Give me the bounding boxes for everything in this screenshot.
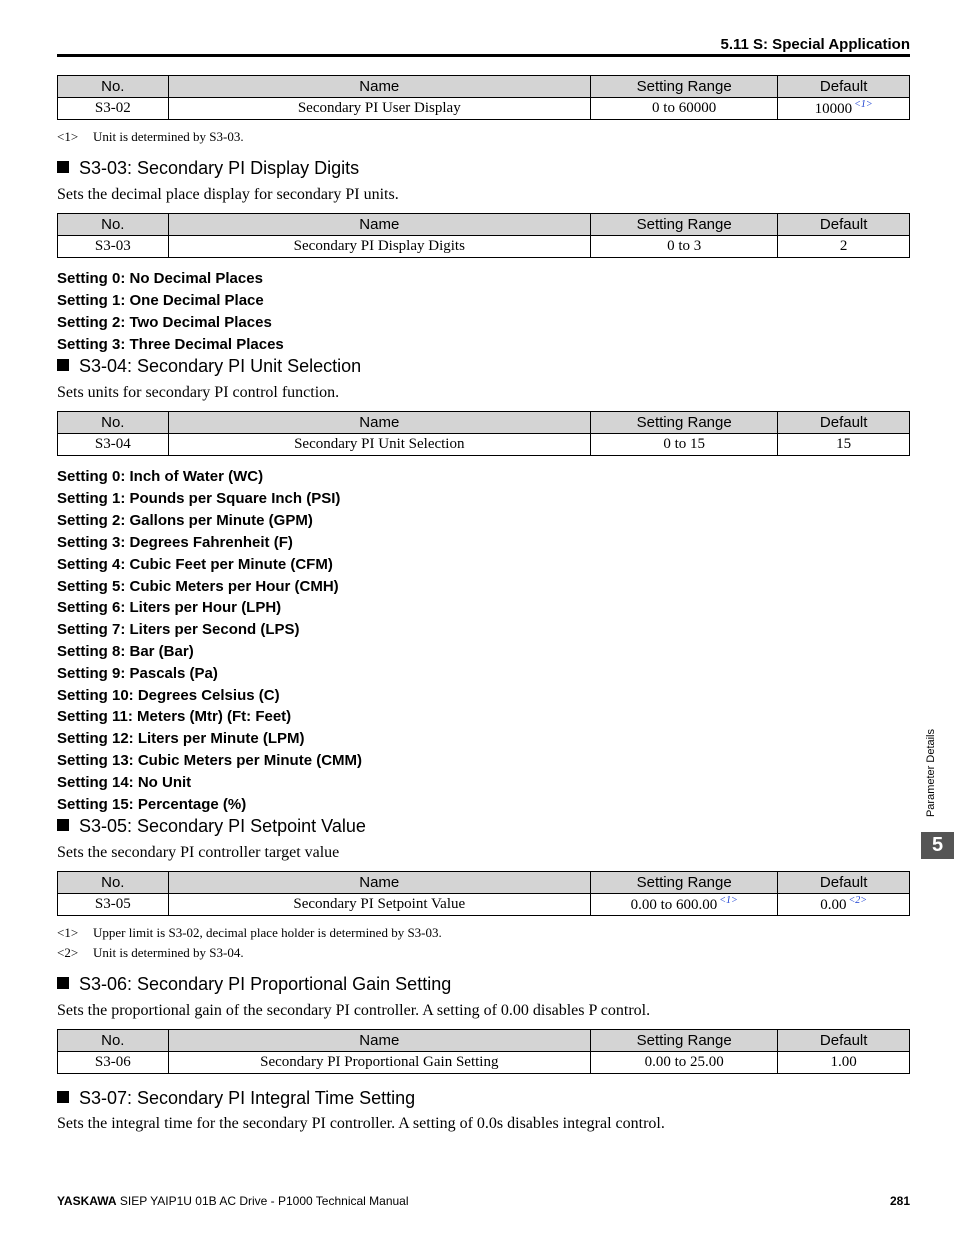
section-heading-s3-06 bbox=[57, 974, 451, 995]
param-default: 2 bbox=[778, 236, 910, 258]
table-row bbox=[58, 1052, 910, 1074]
heading-text: S3-05: Secondary PI Setpoint Value bbox=[79, 816, 366, 836]
footnote-text: Unit is determined by S3-04. bbox=[93, 945, 244, 960]
footnote-ref-link[interactable]: <1> bbox=[854, 99, 873, 110]
setting-item: Setting 10: Degrees Celsius (C) bbox=[57, 687, 280, 704]
section-description: Sets the decimal place display for secondary PI units. bbox=[57, 186, 399, 203]
param-no: S3-06 bbox=[58, 1052, 169, 1074]
param-range bbox=[590, 894, 777, 916]
parameter-table-s3-03 bbox=[57, 213, 910, 258]
param-default: 1.00 bbox=[778, 1052, 910, 1074]
col-header-name: Name bbox=[168, 872, 590, 894]
bullet-square-icon bbox=[57, 819, 69, 831]
param-range: 0 to 15 bbox=[590, 434, 777, 456]
bullet-square-icon bbox=[57, 977, 69, 989]
setting-item: Setting 3: Degrees Fahrenheit (F) bbox=[57, 534, 293, 551]
heading-text: S3-07: Secondary PI Integral Time Setting bbox=[79, 1088, 416, 1108]
table-row bbox=[58, 894, 910, 916]
heading-text: S3-04: Secondary PI Unit Selection bbox=[79, 356, 362, 376]
setting-item: Setting 14: No Unit bbox=[57, 774, 192, 791]
footer-manual-title bbox=[57, 1194, 409, 1208]
footnote-text: Unit is determined by S3-03. bbox=[93, 129, 244, 144]
bullet-square-icon bbox=[57, 1091, 69, 1103]
col-header-name: Name bbox=[168, 412, 590, 434]
param-no: S3-04 bbox=[58, 434, 169, 456]
param-range: 0 to 60000 bbox=[590, 98, 777, 120]
section-description: Sets the integral time for the secondary PI controller. A setting of 0.0s disables integral control. bbox=[57, 1115, 665, 1132]
col-header-default: Default bbox=[778, 872, 910, 894]
section-heading-s3-05 bbox=[57, 816, 366, 837]
bullet-square-icon bbox=[57, 359, 69, 371]
param-default bbox=[778, 894, 910, 916]
param-name: Secondary PI User Display bbox=[168, 98, 590, 120]
table-row bbox=[58, 236, 910, 258]
footnote-tag: <1> bbox=[57, 129, 79, 144]
section-heading-s3-03 bbox=[57, 158, 359, 179]
col-header-range: Setting Range bbox=[591, 1030, 778, 1052]
table-row bbox=[58, 98, 910, 120]
side-label-text: Parameter Details bbox=[925, 728, 937, 818]
setting-item: Setting 7: Liters per Second (LPS) bbox=[57, 621, 300, 638]
footnote-ref-link[interactable]: <1> bbox=[719, 895, 738, 906]
setting-item: Setting 13: Cubic Meters per Minute (CMM) bbox=[57, 752, 363, 769]
section-header: 5.11 S: Special Application bbox=[720, 36, 910, 53]
setting-item: Setting 12: Liters per Minute (LPM) bbox=[57, 730, 305, 747]
col-header-range: Setting Range bbox=[590, 872, 777, 894]
section-heading-s3-04 bbox=[57, 356, 361, 377]
setting-item: Setting 4: Cubic Feet per Minute (CFM) bbox=[57, 556, 333, 573]
col-header-no: No. bbox=[58, 1030, 169, 1052]
section-heading-s3-07 bbox=[57, 1088, 415, 1109]
heading-text: S3-06: Secondary PI Proportional Gain Setting bbox=[79, 974, 452, 994]
setting-item: Setting 15: Percentage (%) bbox=[57, 796, 247, 813]
param-no: S3-05 bbox=[58, 894, 169, 916]
setting-item: Setting 6: Liters per Hour (LPH) bbox=[57, 599, 282, 616]
table-row bbox=[58, 434, 910, 456]
param-default: 15 bbox=[778, 434, 910, 456]
col-header-default: Default bbox=[778, 214, 910, 236]
default-value: 10000 bbox=[814, 101, 853, 117]
setting-item: Setting 9: Pascals (Pa) bbox=[57, 665, 218, 682]
col-header-name: Name bbox=[168, 214, 590, 236]
col-header-default: Default bbox=[778, 412, 910, 434]
col-header-range: Setting Range bbox=[590, 214, 777, 236]
param-no: S3-03 bbox=[58, 236, 169, 258]
page-number: 281 bbox=[889, 1194, 910, 1208]
side-chapter-label bbox=[921, 725, 939, 825]
section-description: Sets the proportional gain of the secondary PI controller. A setting of 0.00 disables P control. bbox=[57, 1002, 651, 1019]
param-name: Secondary PI Proportional Gain Setting bbox=[168, 1052, 590, 1074]
footer-brand: YASKAWA bbox=[57, 1194, 117, 1208]
footnote-tag: <1> bbox=[57, 925, 79, 940]
param-no: S3-02 bbox=[58, 98, 169, 120]
setting-item: Setting 0: Inch of Water (WC) bbox=[57, 468, 264, 485]
col-header-no: No. bbox=[58, 872, 169, 894]
chapter-tab[interactable]: 5 bbox=[921, 832, 954, 859]
param-range: 0.00 to 25.00 bbox=[591, 1052, 778, 1074]
col-header-name: Name bbox=[168, 1030, 590, 1052]
setting-item: Setting 0: No Decimal Places bbox=[57, 270, 263, 287]
footnote bbox=[57, 925, 442, 941]
setting-item: Setting 11: Meters (Mtr) (Ft: Feet) bbox=[57, 708, 292, 725]
parameter-table-s3-02 bbox=[57, 75, 910, 120]
parameter-table-s3-04 bbox=[57, 411, 910, 456]
heading-text: S3-03: Secondary PI Display Digits bbox=[79, 158, 360, 178]
footnote bbox=[57, 945, 244, 961]
section-description: Sets units for secondary PI control function. bbox=[57, 384, 340, 401]
param-name: Secondary PI Display Digits bbox=[168, 236, 590, 258]
setting-item: Setting 1: One Decimal Place bbox=[57, 292, 264, 309]
col-header-range: Setting Range bbox=[590, 76, 777, 98]
param-name: Secondary PI Setpoint Value bbox=[168, 894, 590, 916]
setting-item: Setting 1: Pounds per Square Inch (PSI) bbox=[57, 490, 341, 507]
setting-item: Setting 5: Cubic Meters per Hour (CMH) bbox=[57, 578, 339, 595]
default-value: 0.00 bbox=[820, 897, 847, 913]
param-name: Secondary PI Unit Selection bbox=[168, 434, 590, 456]
param-default bbox=[778, 98, 910, 120]
setting-item: Setting 2: Two Decimal Places bbox=[57, 314, 272, 331]
col-header-no: No. bbox=[58, 412, 169, 434]
col-header-default: Default bbox=[778, 1030, 910, 1052]
footnote-tag: <2> bbox=[57, 945, 79, 960]
header-rule bbox=[57, 54, 910, 57]
param-range: 0 to 3 bbox=[590, 236, 777, 258]
parameter-table-s3-06 bbox=[57, 1029, 910, 1074]
bullet-square-icon bbox=[57, 161, 69, 173]
footnote-ref-link[interactable]: <2> bbox=[848, 895, 868, 906]
setting-item: Setting 3: Three Decimal Places bbox=[57, 336, 284, 353]
parameter-table-s3-05 bbox=[57, 871, 910, 916]
col-header-no: No. bbox=[58, 214, 169, 236]
setting-item: Setting 8: Bar (Bar) bbox=[57, 643, 194, 660]
setting-item: Setting 2: Gallons per Minute (GPM) bbox=[57, 512, 313, 529]
footnote bbox=[57, 129, 244, 145]
range-value: 0.00 to 600.00 bbox=[630, 897, 718, 913]
section-description: Sets the secondary PI controller target value bbox=[57, 844, 340, 861]
col-header-name: Name bbox=[168, 76, 590, 98]
footer-manual: SIEP YAIP1U 01B AC Drive - P1000 Technical Manual bbox=[119, 1194, 409, 1208]
col-header-default: Default bbox=[778, 76, 910, 98]
col-header-no: No. bbox=[58, 76, 169, 98]
footnote-text: Upper limit is S3-02, decimal place holder is determined by S3-03. bbox=[93, 925, 442, 940]
col-header-range: Setting Range bbox=[590, 412, 777, 434]
